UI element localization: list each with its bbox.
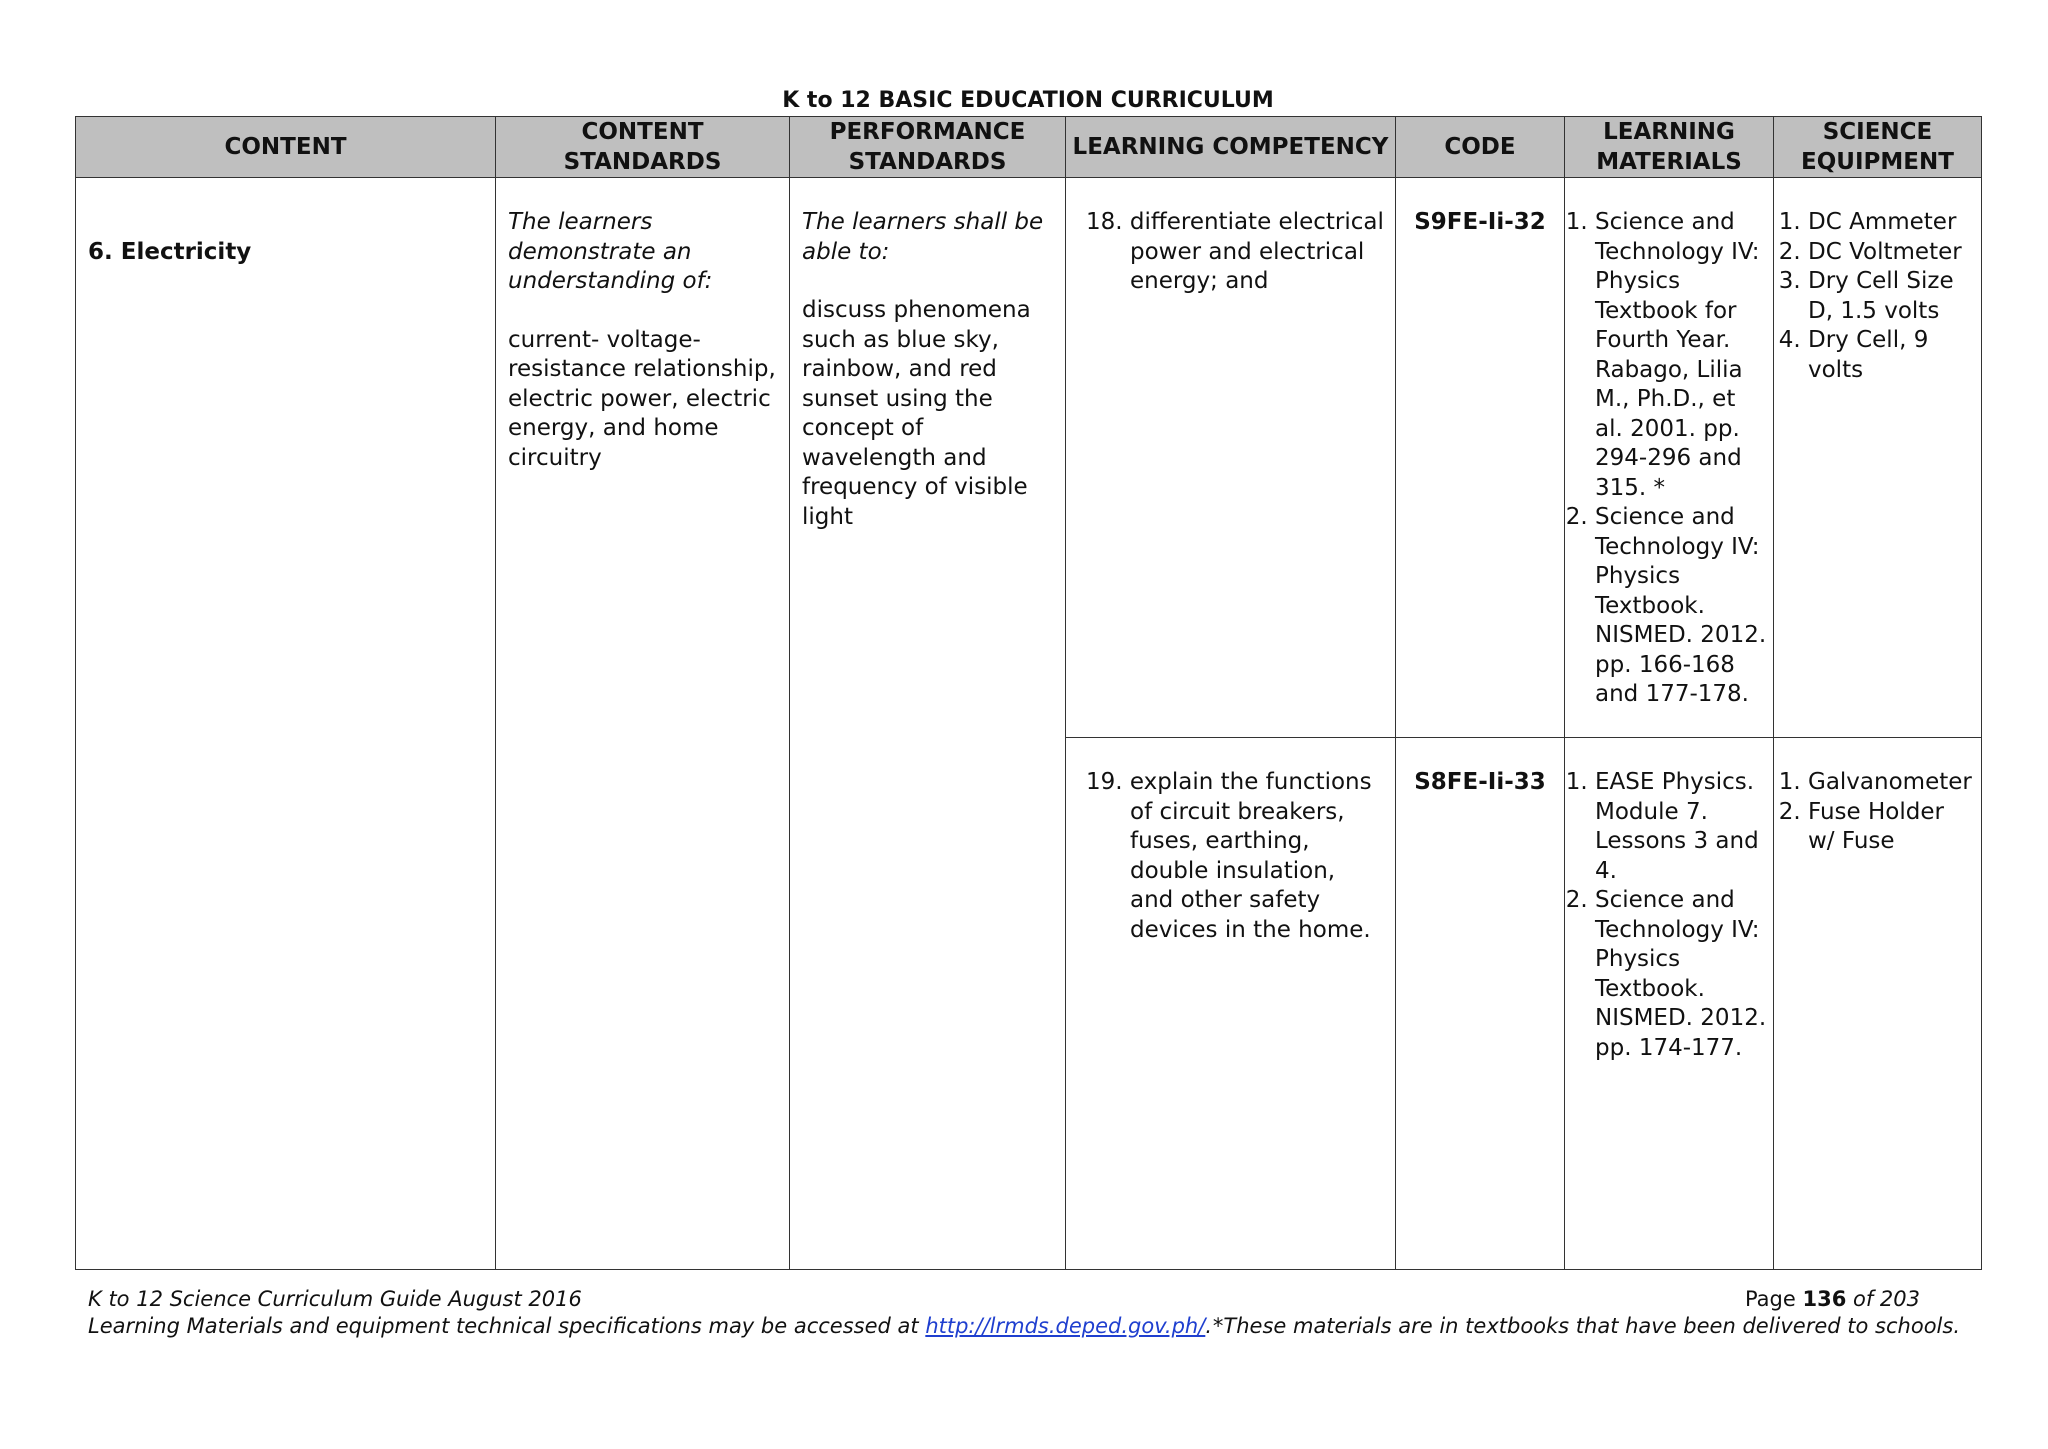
competency-cell	[1066, 178, 1396, 738]
footer-access-suffix: .	[1205, 1314, 1212, 1338]
equipment-item: 1. Galvanometer	[1808, 768, 1975, 798]
header-performance-standards: PERFORMANCE STANDARDS	[790, 117, 1066, 178]
code-cell: S9FE-Ii-32	[1396, 178, 1565, 738]
header-row	[76, 117, 1982, 178]
footer-access	[88, 1313, 1212, 1340]
header-learning-materials: LEARNING MATERIALS	[1565, 117, 1774, 178]
header-code: CODE	[1396, 117, 1565, 178]
equipment-cell	[1774, 178, 1982, 738]
footer-guide: K to 12 Science Curriculum Guide August 2016	[88, 1287, 582, 1311]
page-total: of 203	[1853, 1287, 1920, 1311]
competency-cell	[1066, 738, 1396, 1270]
competency-number: 18.	[1086, 209, 1123, 235]
material-item: 1. Science and Technology IV: Physics Textbook for Fourth Year. Rabago, Lilia M., Ph.D., et al. 2001. pp. 294-296 and 315. *	[1595, 208, 1767, 503]
header-content-standards: CONTENT STANDARDS	[496, 117, 790, 178]
competency-text: differentiate electrical power and electrical energy; and	[1129, 209, 1384, 294]
performance-standards-cell	[790, 178, 1066, 1270]
equipment-cell	[1774, 738, 1982, 1270]
footer-access-prefix: Learning Materials and equipment technical specifications may be accessed at	[88, 1314, 926, 1338]
equipment-item: 1. DC Ammeter	[1808, 208, 1975, 238]
content-standards-text: current- voltage-resistance relationship, electric power, electric energy, and home circuitry	[508, 326, 776, 471]
code-cell: S8FE-Ii-33	[1396, 738, 1565, 1270]
footer-right	[1213, 1286, 1960, 1340]
table-row	[76, 178, 1982, 738]
materials-cell	[1565, 738, 1774, 1270]
content-cell: 6. Electricity	[76, 178, 496, 1270]
header-learning-competency: LEARNING COMPETENCY	[1066, 117, 1396, 178]
competency-item	[1086, 768, 1385, 945]
page-number: 136	[1802, 1287, 1847, 1311]
performance-standards-text: discuss phenomena such as blue sky, rainbow, and red sunset using the concept of wavelength and frequency of visible light	[802, 297, 1031, 530]
competency-number: 19.	[1086, 769, 1123, 795]
equipment-item: 2. DC Voltmeter	[1808, 238, 1975, 268]
document-title: K to 12 BASIC EDUCATION CURRICULUM	[782, 88, 1274, 113]
header-science-equipment: SCIENCE EQUIPMENT	[1774, 117, 1982, 178]
performance-standards-intro: The learners shall be able to:	[802, 209, 1044, 265]
equipment-item: 2. Fuse Holder w/ Fuse	[1808, 798, 1975, 857]
competency-item	[1086, 208, 1385, 297]
materials-cell	[1565, 178, 1774, 738]
material-item: 1. EASE Physics. Module 7. Lessons 3 and 4.	[1595, 768, 1767, 886]
page-indicator	[1213, 1286, 1960, 1313]
material-item: 2. Science and Technology IV: Physics Textbook. NISMED. 2012. pp. 174-177.	[1595, 886, 1767, 1063]
footer-left	[88, 1286, 1212, 1340]
competency-text: explain the functions of circuit breakers, fuses, earthing, double insulation, and other safety devices in the home.	[1129, 769, 1372, 943]
header-content: CONTENT	[76, 117, 496, 178]
material-item: 2. Science and Technology IV: Physics Textbook. NISMED. 2012. pp. 166-168 and 177-178.	[1595, 503, 1767, 710]
equipment-item: 4. Dry Cell, 9 volts	[1808, 326, 1975, 385]
footer-note: *These materials are in textbooks that have been delivered to schools.	[1212, 1314, 1960, 1338]
curriculum-table	[75, 116, 1982, 1270]
content-standards-intro: The learners demonstrate an understanding of:	[508, 209, 713, 294]
page-label: Page	[1744, 1287, 1796, 1311]
content-standards-cell	[496, 178, 790, 1270]
equipment-item: 3. Dry Cell Size D, 1.5 volts	[1808, 267, 1975, 326]
lrmds-link[interactable]: http://lrmds.deped.gov.ph/	[925, 1314, 1206, 1338]
